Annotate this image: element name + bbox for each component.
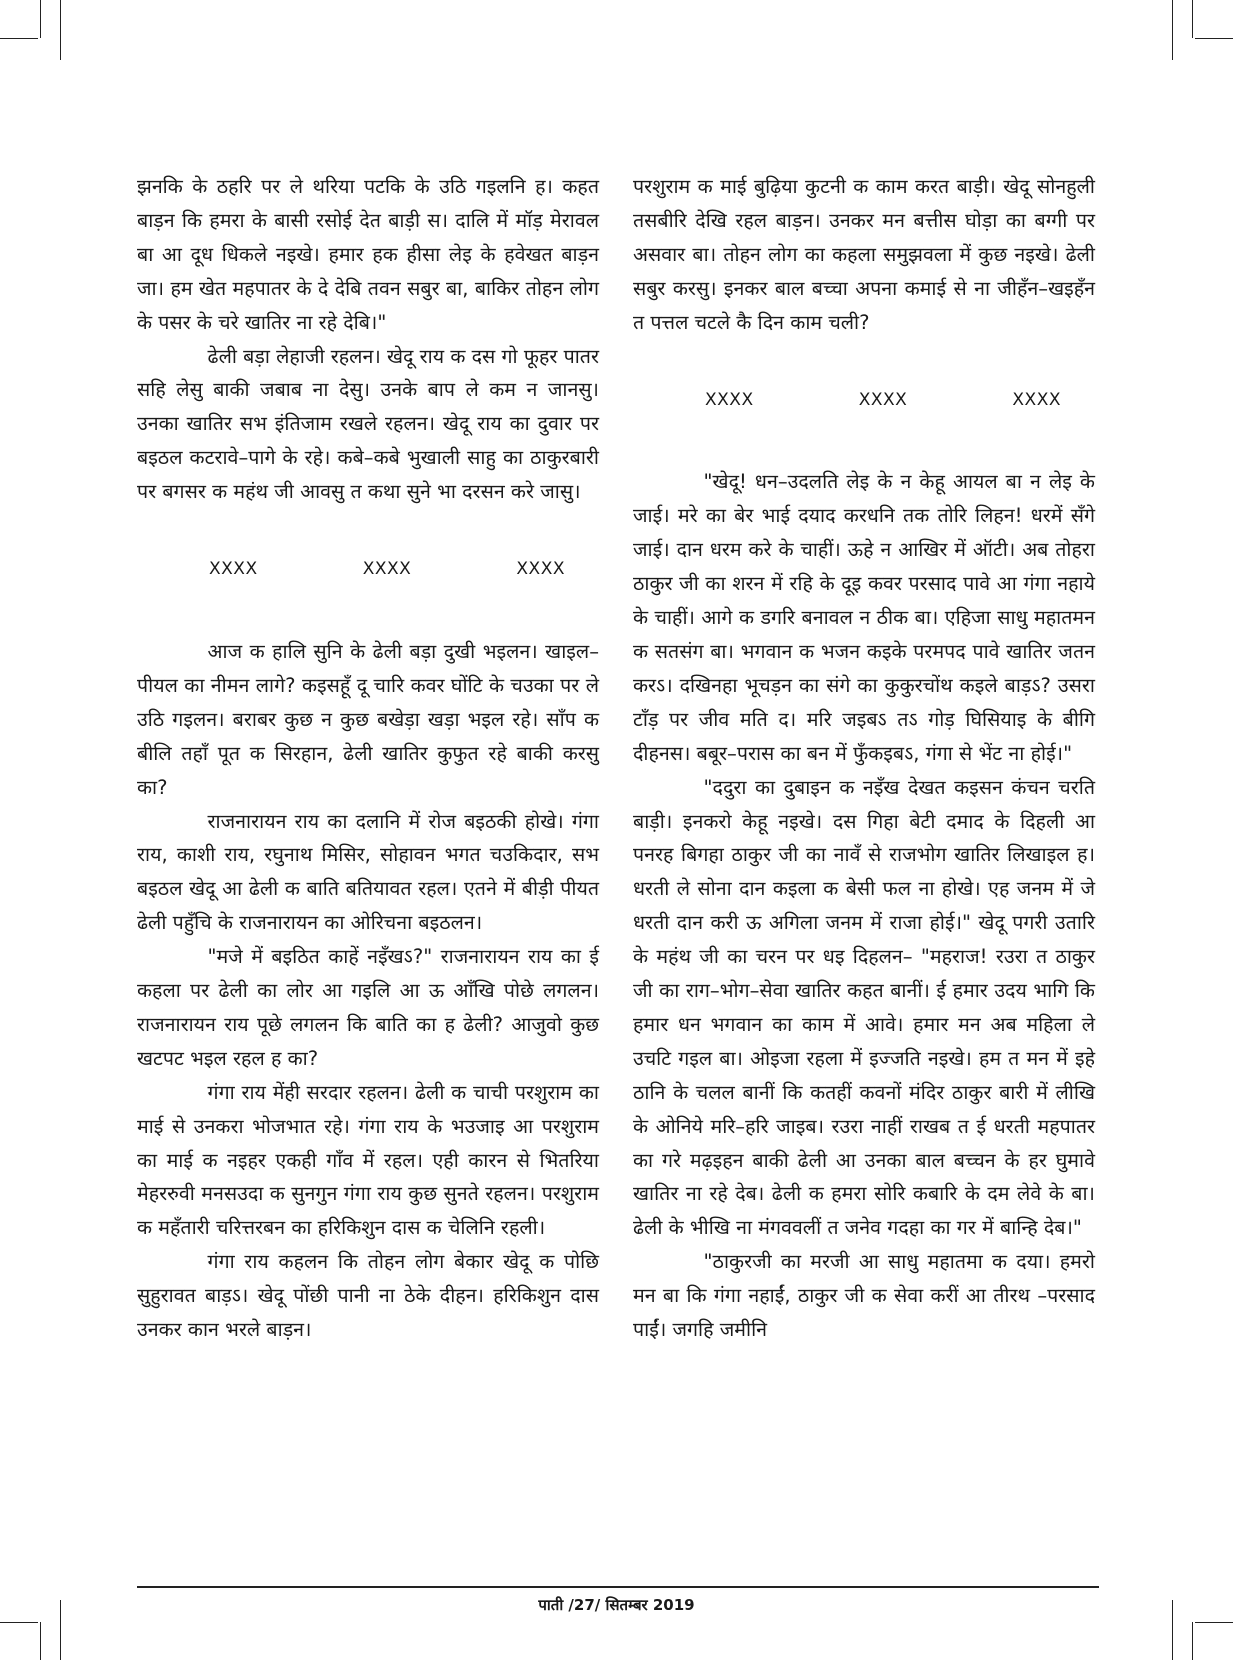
section-separator (633, 384, 1095, 418)
crop-mark (1172, 0, 1173, 60)
paragraph: गंगा राय मेंही सरदार रहलन। ढेली क चाची परशुराम का माई से उनकरा भोजभात रहे। गंगा राय के भउजाइ आ परशुराम का माई क नइहर एकही गाँव में रहल। एही कारन से भितरिया मेहररुवी मनसउदा क सुनगुन गंगा राय कुछ सुनते रहलन। परशुराम क महँतारी चरित्तरबन का हरिकिशुन दास क चेलिनि रहली। (137, 1080, 599, 1240)
paragraph: आज क हालि सुनि के ढेली बड़ा दुखी भइलन। खाइल–पीयल का नीमन लागे? कइसहूँ दू चारि कवर घोंटि के चउका पर ले उठि गइलन। बराबर कुछ न कुछ बखेड़ा खड़ा भइल रहे। साँप क बीलि तहाँ पूत क सिरहान, ढेली खातिर कुफुत रहे बाकी करसु का? (137, 639, 599, 799)
paragraph: "मजे में बइठित काहें नइँखऽ?" राजनारायन राय का ई कहला पर ढेली का लोर आ गइलि आ ऊ आँखि पोछे लगलन। राजनारायन राय पूछे लगलन कि बाति का ह ढेली? आजुवो कुछ खटपट भइल रहल ह का? (137, 945, 599, 1070)
crop-mark (40, 1622, 41, 1660)
paragraph: "ददुरा का दुबाइन क नइँख देखत कइसन कंचन चरति बाड़ी। इनकरो केहू नइखे। दस गिहा बेटी दमाद के दिहली आ पनरह बिगहा ठाकुर जी का नावँ से राजभोग खातिर लिखाइल ह। धरती ले सोना दान कइला क बेसी फल ना होखे। एह जनम में जे धरती दान करी ऊ अगिला जनम में राजा होई।" खेदू पगरी उतारि के महंथ जी का चरन पर धइ दिहलन– "महराज! रउरा त ठाकुर जी का राग–भोग–सेवा खातिर कहत बानीं। ई हमार उदय भागि कि हमार धन भगवान का काम में आवे। हमार मन अब महिला ले उचटि गइल बा। ओइजा रहला में इज्जति नइखे। हम त मन में इहे ठानि के चलल बानीं कि कतहीं कवनों मंदिर ठाकुर बारी में लीखि के ओनिये मरि–हरि जाइब। रउरा नाहीं राखब त ई धरती महपातर का गरे मढ़इहन बाकी ढेली आ उनका बाल बच्चन के हर घुमावे खातिर ना रहे देब। ढेली क हमरा सोरि कबारि के दम लेवे के बा। ढेली के भीखि ना मंगववलीं त जनेव गदहा का गर में बान्हि देब।" (633, 775, 1095, 1240)
page-folio: पाती /27/ सितम्बर 2019 (538, 1596, 695, 1614)
crop-mark (0, 38, 38, 39)
crop-mark (1192, 0, 1193, 38)
separator-mark: XXXX (858, 389, 908, 410)
paragraph: झनकि के ठहरि पर ले थरिया पटकि के उठि गइलनि ह। कहत बाड़न कि हमरा के बासी रसोई देत बाड़ी स। दालि में मॉड़ मेरावल बा आ दूध धिकले नइखे। हमार हक हीसा लेइ के हवेखत बाड़न जा। हम खेत महपातर के दे देबि तवन सबुर बा, बाकिर तोहन लोग के पसर के चरे खातिर ना रहे देबि।" (137, 175, 599, 334)
section-separator (137, 553, 599, 587)
separator-mark: XXXX (362, 559, 412, 580)
separator-mark: XXXX (1012, 389, 1061, 410)
crop-mark (1195, 38, 1233, 39)
paragraph: "ठाकुरजी का मरजी आ साधु महातमा क दया। हमरो मन बा कि गंगा नहाईं, ठाकुर जी क सेवा करीं आ तीरथ –परसाद पाईं। जगहि जमीनि (633, 1250, 1095, 1342)
crop-mark (40, 0, 41, 38)
separator-mark: XXXX (209, 559, 258, 580)
separator-mark: XXXX (705, 389, 754, 410)
paragraph: ढेली बड़ा लेहाजी रहलन। खेदू राय क दस गो फूहर पातर सहि लेसु बाकी जबाब ना देसु। उनके बाप ले कम न जानसु। उनका खातिर सभ इंतिजाम रखले रहलन। खेदू राय का दुवार पर बइठल कटरावे–पागे के रहे। कबे–कबे भुखाली साहु का ठाकुरबारी पर बगसर क महंथ जी आवसु त कथा सुने भा दरसन करे जासु। (137, 344, 599, 504)
paragraph: परशुराम क माई बुढ़िया कुटनी क काम करत बाड़ी। खेदू सोनहुली तसबीरि देखि रहल बाड़न। उनकर मन बत्तीस घोड़ा का बग्गी पर असवार बा। तोहन लोग का कहला समुझवला में कुछ नइखे। ढेली सबुर करसु। इनकर बाल बच्चा अपना कमाई से ना जीहँन–खइहँन त पत्तल चटले कै दिन काम चली? (633, 175, 1095, 334)
crop-mark (60, 0, 61, 60)
paragraph: गंगा राय कहलन कि तोहन लोग बेकार खेदू क पोछि सुहुरावत बाड़ऽ। खेदू पोंछी पानी ना ठेके दीहन। हरिकिशुन दास उनकर कान भरले बाड़न। (137, 1250, 599, 1342)
paragraph: "खेदू! धन–उदलति लेइ के न केहू आयल बा न लेइ के जाई। मरे का बेर भाई दयाद करधनि तक तोरि लिहन! धरमें सँगे जाई। दान धरम करे के चाहीं। ऊहे न आखिर में ऑटी। अब तोहरा ठाकुर जी का शरन में रहि के दूइ कवर परसाद पावे आ गंगा नहाये के चाहीं। आगे क डगरि बनावल न ठीक बा। एहिजा साधु महातमन क सतसंग बा। भगवान क भजन कइके परमपद पावे खातिर जतन करऽ। दखिनहा भूचड़न का संगे का कुकुरचोंथ कइले बाड़ऽ? उसरा टाँड़ पर जीव मति द। मरि जइबऽ तऽ गोड़ घिसियाइ के बीगि दीहनस। बबूर–परास का बन में फुँकइबऽ, गंगा से भेंट ना होई।" (633, 470, 1095, 765)
footer-rule (137, 1586, 1099, 1588)
right-column (633, 170, 1095, 1347)
crop-mark (1192, 1622, 1193, 1660)
crop-mark (1195, 1622, 1233, 1623)
paragraph: राजनारायन राय का दलानि में रोज बइठकी होखे। गंगा राय, काशी राय, रघुनाथ मिसिर, सोहावन भगत चउकिदार, सभ बइठल खेदू आ ढेली क बाति बतियावत रहल। एतने में बीड़ी पीयत ढेली पहुँचि के राजनारायन का ओरिचना बइठलन। (137, 809, 599, 935)
left-column (137, 170, 599, 1347)
separator-mark: XXXX (516, 559, 565, 580)
crop-mark (0, 1622, 38, 1623)
